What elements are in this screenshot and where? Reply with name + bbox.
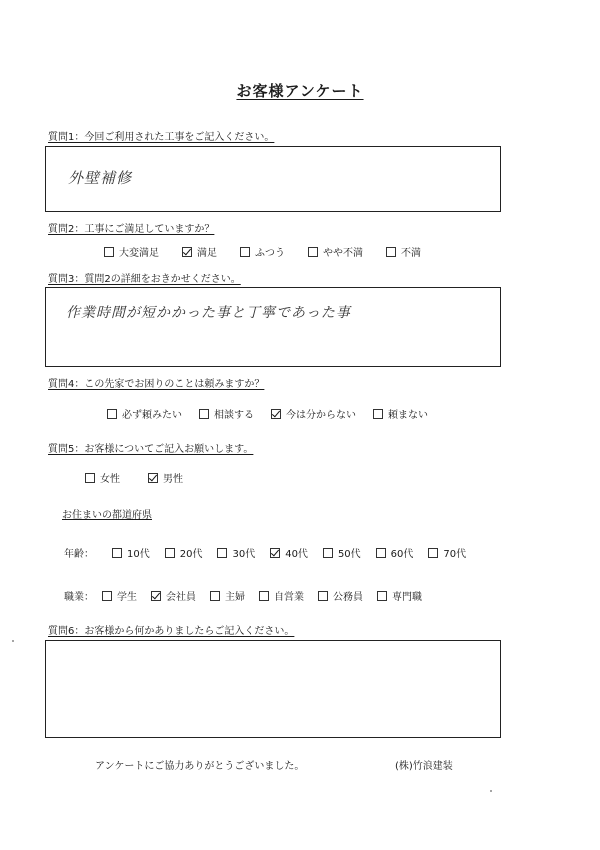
age-option[interactable]	[270, 545, 308, 560]
checkbox-icon[interactable]	[107, 409, 117, 419]
age-label: 年齢：	[64, 549, 94, 560]
question-1-answer: 外壁補修	[68, 169, 133, 187]
question-1-label: 質問1：今回ご利用された工事をご記入ください。	[48, 132, 275, 143]
satisfaction-option[interactable]	[182, 244, 217, 259]
question-1-answer-box[interactable]	[45, 146, 501, 212]
future-request-option[interactable]	[199, 406, 254, 421]
age-option-label: 50代	[337, 549, 361, 560]
question-4-label: 質問4：この先家でお困りのことは頼みますか？	[48, 379, 265, 390]
checkbox-icon[interactable]	[428, 548, 438, 558]
age-option-label: 10代	[127, 549, 150, 560]
job-option[interactable]	[210, 588, 245, 603]
checkbox-icon[interactable]	[259, 591, 269, 601]
job-options	[102, 588, 422, 603]
question-3-answer-box[interactable]	[45, 287, 501, 367]
job-option-label: 公務員	[333, 592, 363, 603]
age-option-label: 20代	[179, 549, 203, 560]
future-request-option-label: 頼まない	[388, 410, 428, 421]
scan-speck	[12, 640, 14, 642]
prefecture-label: お住まいの都道府県	[62, 510, 152, 521]
satisfaction-option-label: 大変満足	[119, 248, 159, 259]
future-request-option-label: 相談する	[214, 410, 254, 421]
question-4-options	[107, 406, 428, 421]
job-option[interactable]	[151, 588, 196, 603]
job-option[interactable]	[377, 588, 422, 603]
satisfaction-option-label: ふつう	[255, 248, 285, 259]
job-option[interactable]	[318, 588, 363, 603]
question-2-options	[104, 244, 421, 259]
job-label: 職業：	[64, 592, 94, 603]
age-option-label: 30代	[232, 549, 256, 560]
checkbox-icon[interactable]	[112, 548, 122, 558]
job-option-label: 自営業	[274, 592, 304, 603]
job-option-label: 学生	[117, 592, 137, 603]
question-6-label: 質問6：お客様から何かありましたらご記入ください。	[48, 626, 295, 637]
satisfaction-option[interactable]	[386, 244, 421, 259]
checkbox-icon[interactable]	[85, 473, 95, 483]
age-option[interactable]	[217, 545, 255, 560]
question-6-answer-box[interactable]	[45, 640, 501, 738]
age-option[interactable]	[428, 545, 466, 560]
age-option[interactable]	[376, 545, 414, 560]
checkbox-checked-icon[interactable]	[271, 409, 281, 419]
satisfaction-option-label: 不満	[401, 248, 421, 259]
age-option-label: 60代	[390, 549, 414, 560]
job-option-label: 専門職	[392, 592, 422, 603]
age-option-label: 70代	[443, 549, 467, 560]
checkbox-icon[interactable]	[377, 591, 387, 601]
future-request-option[interactable]	[107, 406, 182, 421]
scan-speck	[490, 790, 492, 792]
company-name: (株)竹浪建装	[395, 761, 453, 772]
checkbox-icon[interactable]	[323, 548, 333, 558]
age-options	[112, 545, 466, 560]
satisfaction-option[interactable]	[104, 244, 159, 259]
future-request-option-label: 今は分からない	[286, 410, 356, 421]
checkbox-icon[interactable]	[199, 409, 209, 419]
satisfaction-option-label: 満足	[197, 248, 217, 259]
checkbox-icon[interactable]	[373, 409, 383, 419]
satisfaction-option[interactable]	[240, 244, 285, 259]
question-3-answer: 作業時間が短かかった事と丁寧であった事	[66, 305, 351, 321]
question-2-label: 質問2：工事にご満足していますか？	[48, 224, 215, 235]
survey-title: お客様アンケート	[236, 82, 364, 100]
future-request-option[interactable]	[271, 406, 356, 421]
question-5-label: 質問5：お客様についてご記入お願いします。	[48, 444, 254, 455]
checkbox-checked-icon[interactable]	[148, 473, 158, 483]
checkbox-icon[interactable]	[102, 591, 112, 601]
job-option-label: 会社員	[166, 592, 196, 603]
checkbox-icon[interactable]	[240, 247, 250, 257]
gender-option[interactable]	[85, 470, 120, 485]
checkbox-checked-icon[interactable]	[270, 548, 280, 558]
job-option-label: 主婦	[225, 592, 245, 603]
thanks-message: アンケートにご協力ありがとうございました。	[95, 761, 305, 772]
question-3-label: 質問3：質問2の詳細をおきかせください。	[48, 274, 241, 285]
gender-option-label: 男性	[163, 474, 183, 485]
checkbox-checked-icon[interactable]	[151, 591, 161, 601]
job-option[interactable]	[259, 588, 304, 603]
future-request-option[interactable]	[373, 406, 428, 421]
job-option[interactable]	[102, 588, 137, 603]
gender-options	[85, 470, 183, 485]
age-option[interactable]	[165, 545, 203, 560]
future-request-option-label: 必ず頼みたい	[122, 410, 182, 421]
satisfaction-option-label: やや不満	[323, 248, 363, 259]
age-option[interactable]	[323, 545, 361, 560]
gender-option[interactable]	[148, 470, 183, 485]
age-option[interactable]	[112, 545, 150, 560]
checkbox-icon[interactable]	[376, 548, 386, 558]
checkbox-icon[interactable]	[386, 247, 396, 257]
checkbox-icon[interactable]	[308, 247, 318, 257]
age-option-label: 40代	[285, 549, 308, 560]
satisfaction-option[interactable]	[308, 244, 363, 259]
checkbox-icon[interactable]	[165, 548, 175, 558]
checkbox-checked-icon[interactable]	[182, 247, 192, 257]
checkbox-icon[interactable]	[104, 247, 114, 257]
checkbox-icon[interactable]	[318, 591, 328, 601]
checkbox-icon[interactable]	[217, 548, 227, 558]
gender-option-label: 女性	[100, 474, 120, 485]
checkbox-icon[interactable]	[210, 591, 220, 601]
